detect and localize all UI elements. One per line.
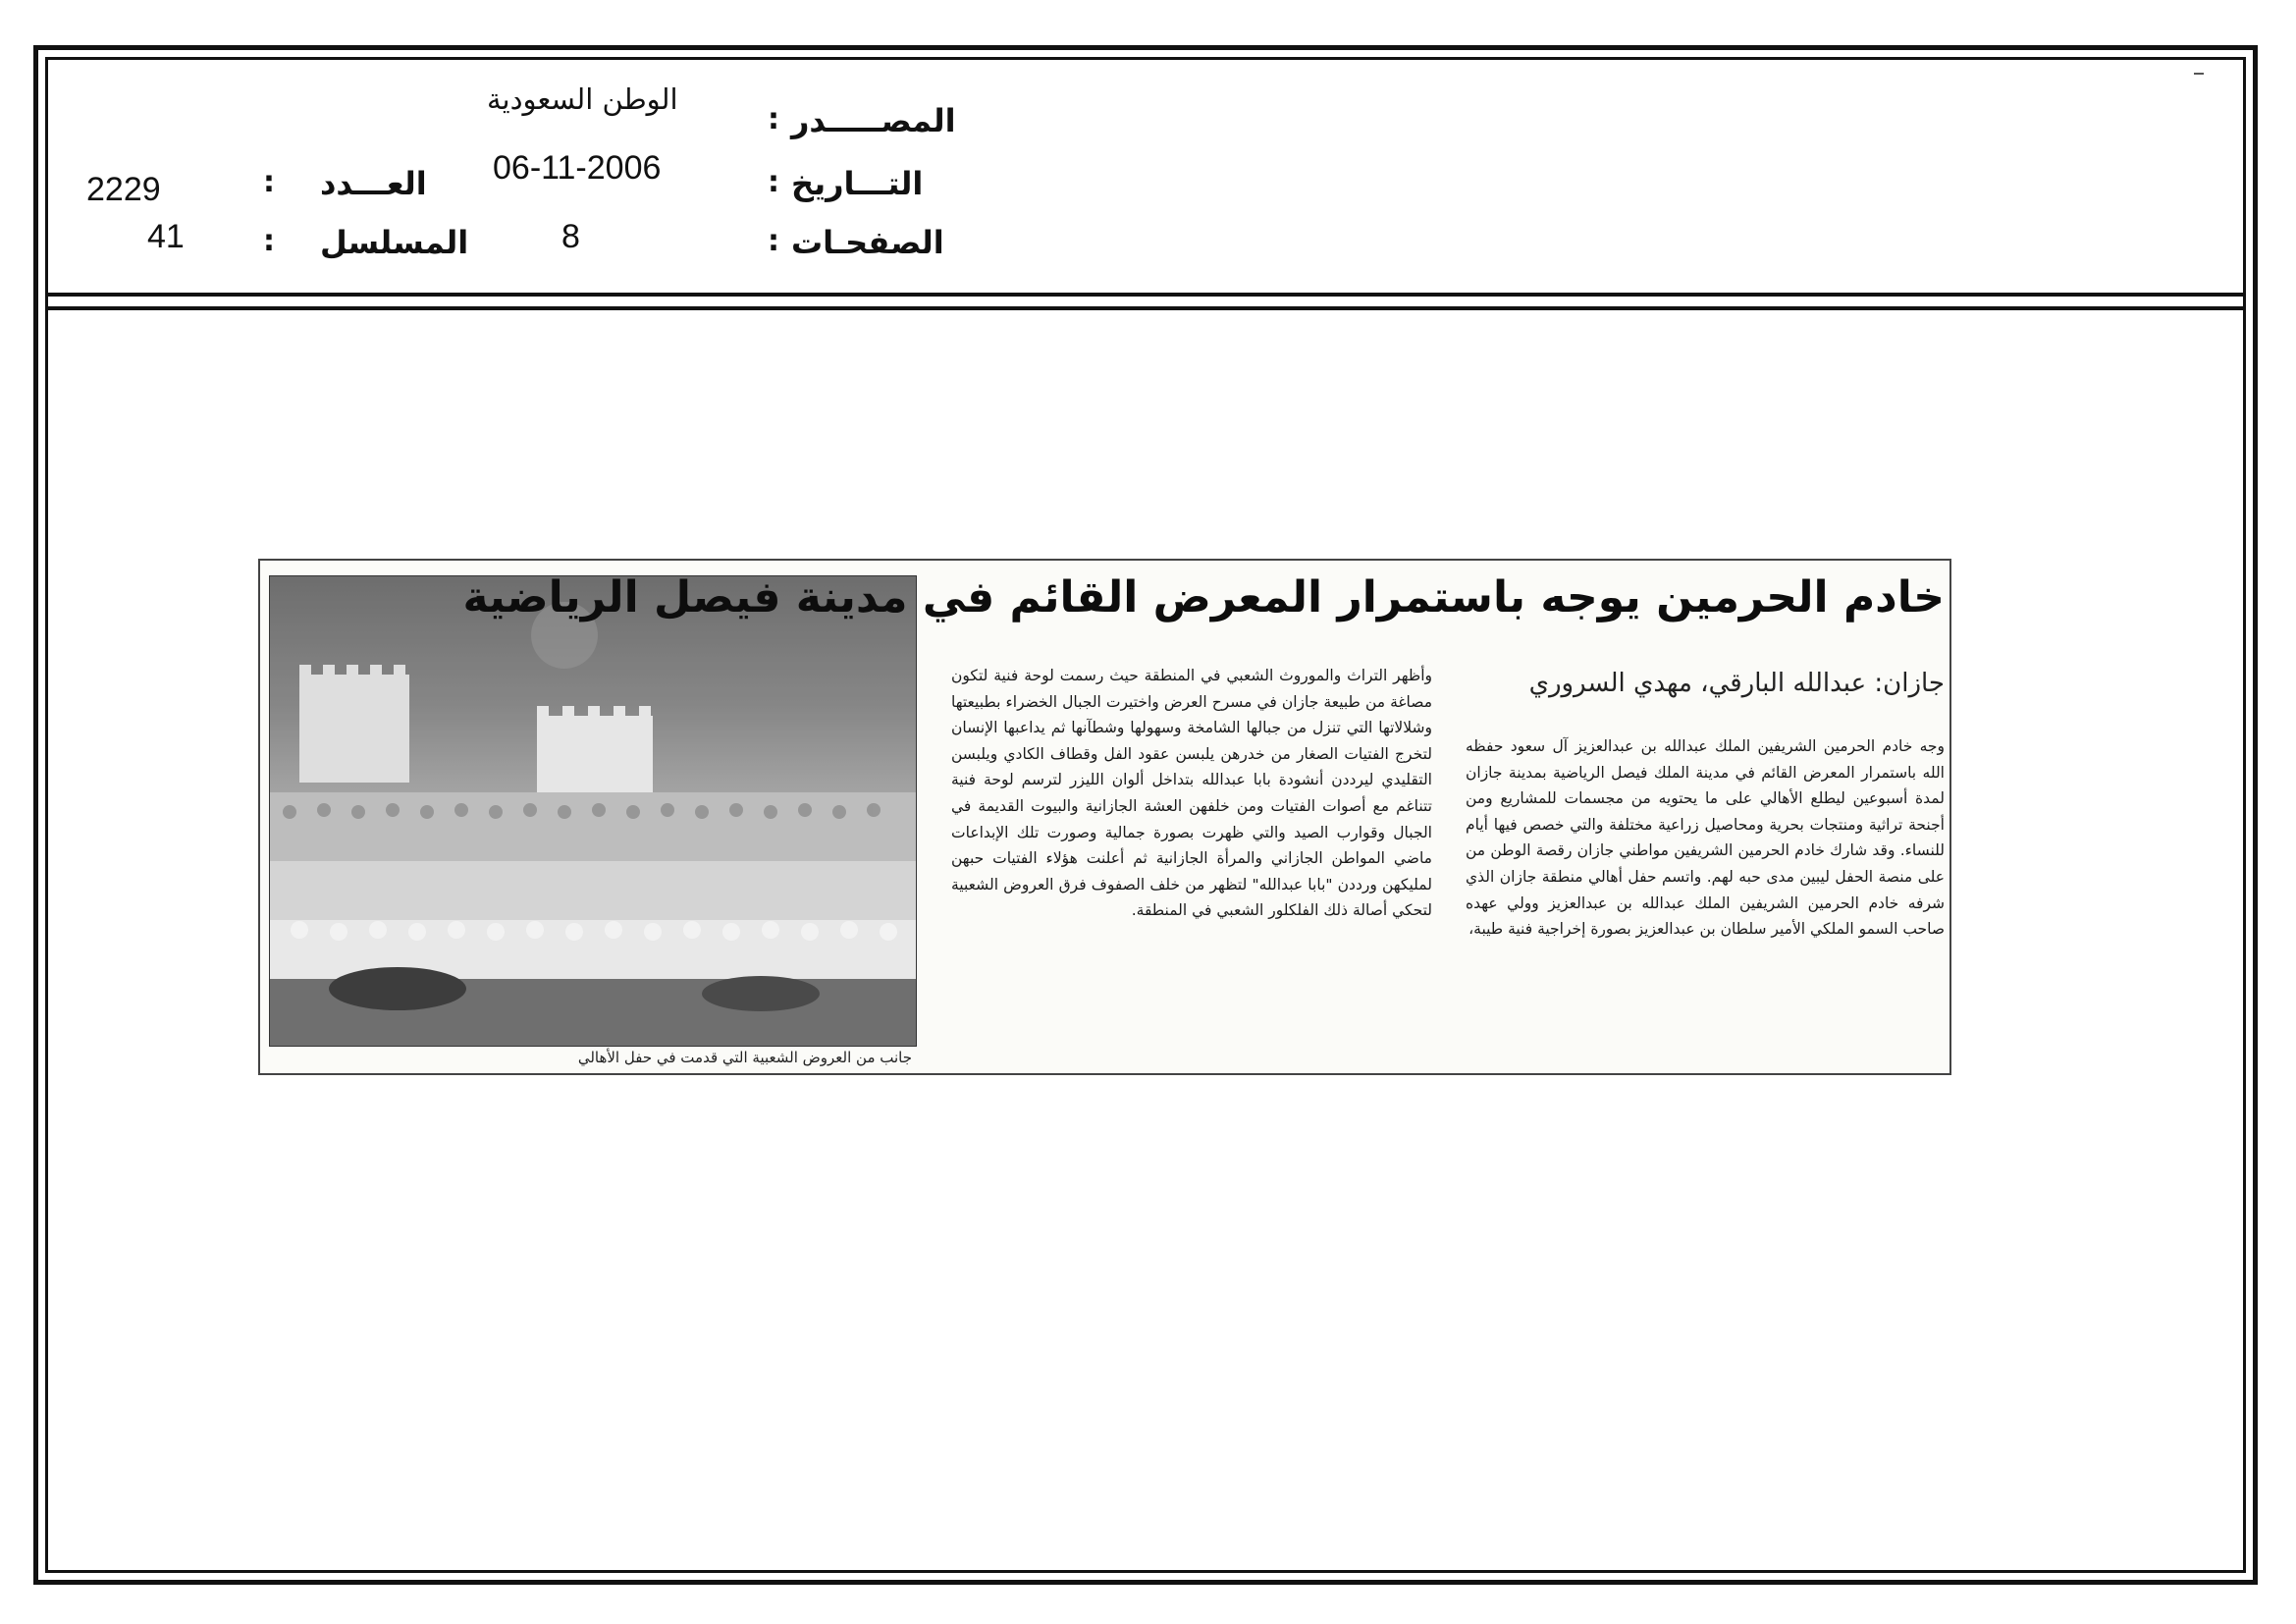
source-value: الوطن السعودية: [487, 82, 678, 116]
corner-mark: [2194, 73, 2204, 75]
header-divider-bottom: [45, 306, 2246, 310]
issue-value: 2229: [86, 171, 161, 208]
pages-label: الصفحـات: [791, 224, 944, 261]
issue-label: العـــدد: [320, 165, 427, 202]
serial-label: المسلسل: [320, 224, 469, 261]
source-label: المصـــــدر: [791, 102, 956, 139]
source-colon: :: [768, 102, 779, 136]
news-clipping: [258, 559, 1951, 1075]
article-column-left: وأظهر التراث والموروث الشعبي في المنطقة حيث رسمت لوحة فنية لتكون مصاغة من طبيعة جازان في مسرح العرض واختيرت الجبال الخضراء بطبيعتها وشلالاتها التي تنزل من جبالها الشامخة وسهولها وشطآنها ثم يداعبها الإنسان لتخرج الفتيات الصغار من خدرهن يلبسن عقود الفل وقطاف الكادي ويلبسن التقليدي ليرددن أنشودة بابا عبدالله بتداخل ألوان الليزر لترسم لوحة فنية تتناغم مع أصوات الفتيات ومن خلفهن العشة الجازانية والبيوت القديمة في الجبال وقوارب الصيد والتي ظهرت بصورة جمالية وصورت تلك الإبداعات ماضي المواطن الجازاني والمرأة الجازانية ثم أعلنت هؤلاء الفتيات حبهن لمليكهن ورددن "بابا عبدالله" لتظهر من خلف الصفوف فرق العروض الشعبية لتحكي أصالة ذلك الفلكلور الشعبي في المنطقة.: [951, 667, 1432, 920]
article-byline: جازان: عبدالله البارقي، مهدي السروري: [1528, 669, 1945, 698]
photo-illustration: [270, 576, 916, 1046]
date-colon: :: [768, 165, 779, 199]
date-label: التـــاريخ: [791, 165, 924, 202]
serial-value: 41: [147, 218, 185, 255]
pages-value: 8: [561, 218, 580, 255]
pages-colon: :: [768, 224, 779, 258]
article-headline: خادم الحرمين يوجه باستمرار المعرض القائم في مدينة فيصل الرياضية: [462, 572, 1945, 623]
photo-caption: جانب من العروض الشعبية التي قدمت في حفل الأهالي: [577, 1049, 912, 1066]
date-value: 06-11-2006: [493, 149, 662, 187]
article-column-right: وجه خادم الحرمين الشريفين الملك عبدالله بن عبدالعزيز آل سعود حفظه الله باستمرار المعرض القائم في مدينة الملك فيصل الرياضية بمدينة جازان لمدة أسبوعين ليطلع الأهالي على ما يحتويه من مجسمات للمشاريع ومن أجنحة تراثية ومنتجات بحرية ومحاصيل زراعية مختلفة والتي خصص فيها أيام للنساء. وقد شارك خادم الحرمين الشريفين مواطني جازان رقصة الوطن من على منصة الحفل ليبين مدى حبه لهم. واتسم حفل أهالي منطقة جازان الذي شرفه خادم الحرمين الشريفين الملك عبدالله بن عبدالعزيز وولي عهده صاحب السمو الملكي الأمير سلطان بن عبدالعزيز بصورة إخراجية فنية طيبة،: [1466, 737, 1945, 939]
serial-colon: :: [263, 224, 275, 258]
header-divider-top: [45, 293, 2246, 297]
issue-colon: :: [263, 165, 275, 199]
article-photo: [269, 575, 917, 1047]
